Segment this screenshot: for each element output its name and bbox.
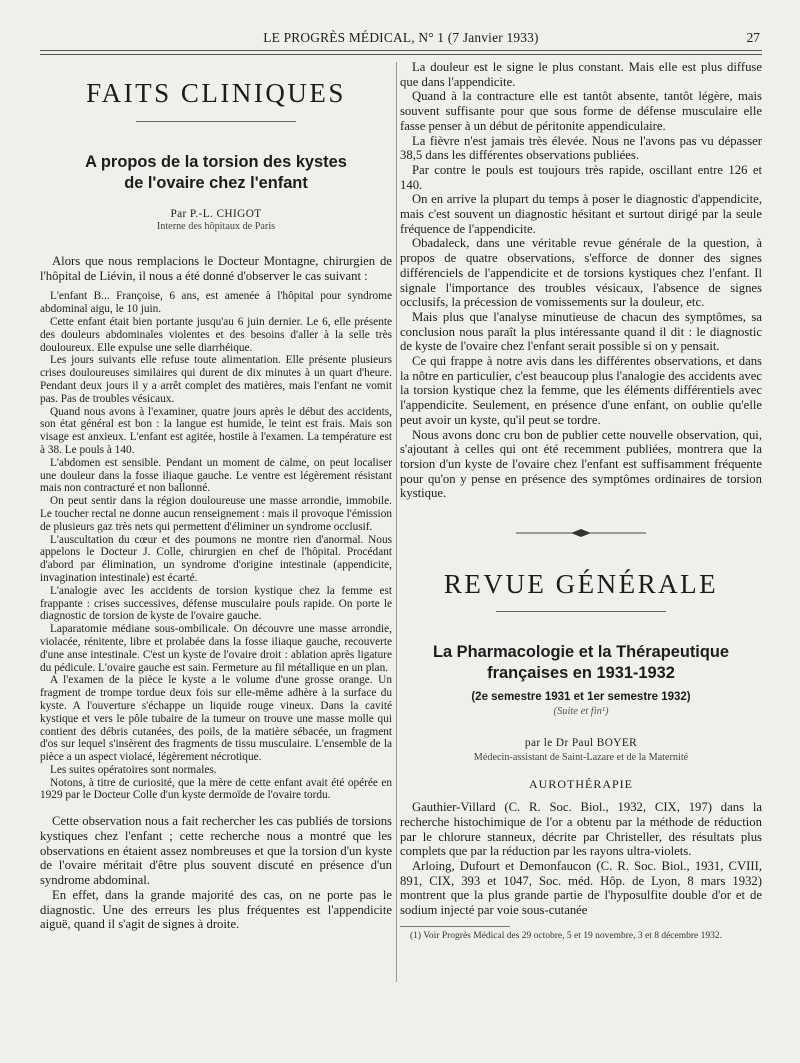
page-number: 27 xyxy=(746,30,760,45)
case-paragraph: L'enfant B... Françoise, 6 ans, est amenée à l'hôpital pour syndrome abdominal aigu, le 10 juin. xyxy=(40,290,392,316)
body-paragraph: Quand à la contracture elle est tantôt absente, tantôt légère, mais souvent suffisante pour que sous forme de défense musculaire elle fasse penser à un début de péritonite appendiculaire. xyxy=(400,89,762,133)
intro-text xyxy=(40,254,392,283)
article-title-line-2: françaises en 1931-1932 xyxy=(487,664,675,683)
case-paragraph: L'auscultation du cœur et des poumons ne montre rien d'anormal. Nous appelons le Docteur J. Colle, chirurgien en chef de l'hôpital. Procédant d'abord par élimination, un syndrome d'origine intestinale (appendicite, invagination intestinale) est écarté. xyxy=(40,533,392,584)
subsection-title: AUROTHÉRAPIE xyxy=(529,777,633,792)
article-title-line-1: A propos de la torsion des kystes xyxy=(85,153,347,171)
body-paragraph: On en arrive la plupart du temps à poser le diagnostic d'appendicite, mais c'est souvent un diagnostic hésitant et surtout dirigé par la seule fréquence de l'appendicite. xyxy=(400,192,762,236)
intro-paragraph: Alors que nous remplacions le Docteur Montagne, chirurgien de l'hôpital de Liévin, il nous a été donné d'observer le cas suivant : xyxy=(40,254,392,283)
running-header xyxy=(40,30,762,50)
left-column xyxy=(40,60,392,932)
section-title-rule xyxy=(136,121,296,122)
header-rule-double xyxy=(40,54,762,55)
author-byline: par le Dr Paul BOYER xyxy=(524,737,638,750)
case-paragraph: Laparatomie médiane sous-ombilicale. On découvre une masse arrondie, violacée, rénitente, libre et prolabée dans la fosse iliaque gauche, recouverte d'une anse intestinale. C'est un kyste de l'ovaire droit : ablation après ligature du pédicule. L'ovaire gauche est sain. Fermeture au fil métallique en un plan. xyxy=(40,623,392,674)
article-subtitle: (2e semestre 1931 et 1er semestre 1932) xyxy=(471,691,691,704)
case-paragraph: Les jours suivants elle refuse toute alimentation. Elle présente plusieurs crises douloureuses similaires qui durent de dix minutes à un quart d'heure. Pendant deux jours il y a arrêt complet des matières, mais l'enfant ne vomit pas. Pas de troubles vésicaux. xyxy=(40,354,392,405)
article-title-line-2: de l'ovaire chez l'enfant xyxy=(124,174,308,192)
review-body xyxy=(400,800,762,918)
running-title: LE PROGRÈS MÉDICAL, N° 1 (7 Janvier 1933) xyxy=(263,30,539,45)
end-ornament xyxy=(400,525,762,543)
body-paragraph: Arloing, Dufourt et Demonfaucon (C. R. Soc. Biol., 1931, CVIII, 891, CIX, 393 et 1047, Soc. méd. Hôp. de Lyon, 8 mars 1932) montrent que la plus grande partie de l'hyposulfite double d'or et de sodium injecté par voie sous-cutanée xyxy=(400,858,762,918)
case-paragraph: Notons, à titre de curiosité, que la mère de cette enfant avait été opérée en 1929 par le Docteur Colle d'un kyste dermoïde de l'ovaire tordu. xyxy=(40,776,392,802)
body-paragraph: Obadaleck, dans une véritable revue générale de la question, à propos de quatre observations, s'efforce de donner des signes différenciels de l'appendicite et de torsions kystiques chez l'enfant. Il signale l'importance des troubles vésicaux, l'absence de signes occlusifs, la précession de vomissements sur la douleur, etc. xyxy=(400,236,762,310)
footnote: (1) Voir Progrès Médical des 29 octobre, 5 et 19 novembre, 3 et 8 décembre 1932. xyxy=(410,930,723,941)
body-paragraph: Ce qui frappe à notre avis dans les différentes observations, et dans la nôtre en particulier, c'est beaucoup plus l'analogie des accidents avec la torsion kystique chez la femme, que les éléments différentiels avec l'appendicite. Seulement, en présence d'une enfant, on oublie qu'elle peut avoir un kyste, qu'il peut se tordre. xyxy=(400,354,762,427)
closing-paragraph: Cette observation nous a fait rechercher les cas publiés de torsions kystiques chez l'enfant ; cette recherche nous a montré que les observations en étaient assez nombreuses et que la torsion d'un kyste de l'ovaire méritait d'être plus souvent discuté en présence d'un syndrome abdominal. xyxy=(40,814,392,888)
closing-paragraph: En effet, dans la grande majorité des cas, on ne porte pas le diagnostic. Une des erreurs les plus fréquentes est l'appendicite aiguë, quand il s'agit de signes à droite. xyxy=(40,887,392,932)
footnote-rule xyxy=(400,926,510,927)
case-paragraph: L'abdomen est sensible. Pendant un moment de calme, on peut localiser une douleur dans la fosse iliaque gauche. Le ventre est légèrement résistant mais non contracturé et non ballonné. xyxy=(40,456,392,495)
section-title-revue-generale: REVUE GÉNÉRALE xyxy=(443,569,719,600)
case-paragraph: Quand nous avons à l'examiner, quatre jours après le début des accidents, son état général est bon : la langue est humide, le teint est frais. Mais son visage est anxieux. L'enfant est agitée, hostile à l'examen. La température est à 38. Le pouls à 140. xyxy=(40,405,392,456)
body-paragraph: La fièvre n'est jamais très élevée. Nous ne l'avons pas vu dépasser 38,5 dans les différentes observations publiées. xyxy=(400,133,762,163)
case-paragraph: Les suites opératoires sont normales. xyxy=(50,763,217,776)
author-affiliation: Médecin-assistant de Saint-Lazare et de la Maternité xyxy=(473,752,689,764)
continuation-note: (Suite et fin¹) xyxy=(553,706,609,718)
case-report xyxy=(40,290,392,802)
case-paragraph: On peut sentir dans la région douloureuse une masse arrondie, immobile. Le toucher rectal ne donne aucun renseignement : mais il provoque l'émission de plusieurs gaz très nets qui permettent d'éliminer un syndrome occlusif. xyxy=(40,495,392,533)
body-paragraph: Mais plus que l'analyse minutieuse de chacun des symptômes, sa conclusion nous paraît la plus intéressante quand il dit : le diagnostic de kyste de l'ovaire chez l'enfant serait possible si on y pensait. xyxy=(400,309,762,354)
author-byline: Par P.-L. CHIGOT xyxy=(170,208,262,220)
author-affiliation: Interne des hôpitaux de Paris xyxy=(156,221,276,232)
column-separator xyxy=(396,62,397,982)
closing-text xyxy=(40,814,392,932)
article-title-line-1: La Pharmacologie et la Thérapeutique xyxy=(432,643,730,662)
case-paragraph: Cette enfant était bien portante jusqu'au 6 juin dernier. Le 6, elle présente des douleurs abdominales violentes et des besoins d'aller à la selle très douloureux. Elle expulse une selle diarrhéique. xyxy=(40,316,392,354)
body-paragraph: Par contre le pouls est toujours très rapide, oscillant entre 126 et 140. xyxy=(400,162,762,192)
body-paragraph: La douleur est le signe le plus constant. Mais elle est plus diffuse que dans l'appendicite. xyxy=(400,60,762,89)
case-paragraph: L'analogie avec les accidents de torsion kystique chez la femme est frappante : crises successives, défense musculaire pouls rapide. On porte le diagnostic de torsion de kyste de l'ovaire gauche. xyxy=(40,584,392,623)
header-rule xyxy=(40,50,762,51)
section-title-faits-cliniques: FAITS CLINIQUES xyxy=(86,78,346,108)
section-title-rule xyxy=(496,611,666,612)
case-paragraph: A l'examen de la pièce le kyste a le volume d'une grosse orange. Un fragment de trompe tordue deux fois sur elle-même adhère à la surface du kyste. A l'ouverture s'échappe un liquide rouge vineux. Dans la cavité kystique et vers le pôle tubaire de la tumeur on trouve une masse molle qui contient des débris cutanées, des poils, de la matière sébacée, un fragment d'os sur lequel s'insèrent des fragments de tissu musculaire. L'ensemble de la pièce a un aspect violacé, légèrement nécrotique. xyxy=(40,674,392,764)
right-column xyxy=(400,60,762,942)
body-paragraph: Nous avons donc cru bon de publier cette nouvelle observation, qui, s'ajoutant à celles qui ont été recemment publiées, montrera que la torsion d'un kyste de l'ovaire chez l'enfant est suffisamment fréquente pour qu'on y pense en présence des symptômes ordinaires de torsion kystique. xyxy=(400,427,762,501)
article-continuation xyxy=(400,60,762,501)
ornament-divider-icon xyxy=(516,528,646,538)
body-paragraph: Gauthier-Villard (C. R. Soc. Biol., 1932, CIX, 197) dans la recherche histochimique de l'or a obtenu par la méthode de réduction par le chlorure stanneux, décrite par Christeller, des résultats plus complets que par la réduction par les rayons ultra-violets. xyxy=(400,800,762,859)
